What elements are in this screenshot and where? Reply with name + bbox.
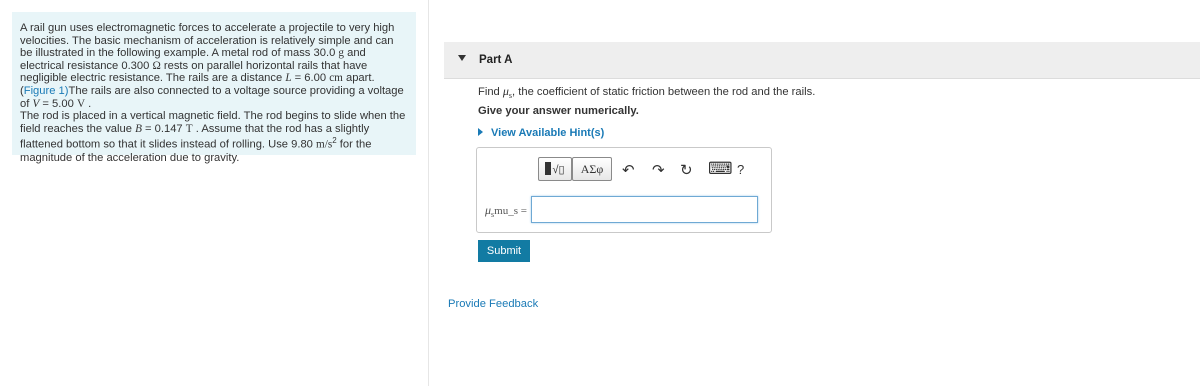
figure-link[interactable]: Figure 1)	[23, 84, 69, 97]
redo-icon[interactable]: ↷	[652, 162, 665, 179]
problem-statement-panel	[12, 12, 416, 164]
column-divider	[428, 0, 429, 386]
answer-label: $\mu_smu\_s$ =	[485, 203, 527, 220]
part-title: Part A	[479, 54, 513, 66]
problem-paragraph-2: The rod is placed in a vertical magnetic field. The rod begins to slide when the field reaches the value B = 0.147 T . Assume that the rod has a slightly flattened bottom so that it slides instead of rolling. Use 9.80 $m/s^2$ for the magnitude of the acceleration due to gravity.	[20, 110, 406, 164]
provide-feedback-link[interactable]: Provide Feedback	[448, 298, 539, 310]
caret-down-icon[interactable]	[458, 55, 466, 61]
answer-input[interactable]	[531, 196, 758, 223]
reset-icon[interactable]: ↻	[680, 162, 693, 179]
undo-icon[interactable]: ↶	[622, 162, 635, 179]
greek-symbols-button[interactable]: ΑΣφ	[572, 157, 612, 181]
view-hints-link[interactable]: View Available Hint(s)	[478, 127, 604, 139]
problem-paragraph-1: A rail gun uses electromagnetic forces to accelerate a projectile to very high velocities. The basic mechanism of acceleration is relatively simple and can be illustrated in the following example. A metal rod of mass 30.0 g and electrical resistance 0.300 Ω rests on parallel horizontal rails that have negligible electric resistance. The rails are a distance L = 6.00 cm apart. (Figure 1)The rails are also connected to a voltage source providing a voltage of V = 5.00 V .	[20, 22, 404, 110]
template-block-icon	[545, 162, 551, 175]
caret-right-icon	[478, 128, 483, 136]
question-text: Find $\mu_s$, the coefficient of static friction between the rod and the rails.	[478, 84, 816, 101]
part-a-header[interactable]	[444, 42, 1200, 79]
help-icon[interactable]: ?	[737, 162, 745, 177]
keyboard-icon[interactable]: ⌨	[708, 159, 733, 178]
submit-button[interactable]: Submit	[478, 240, 530, 262]
template-button[interactable]: √▯	[538, 157, 572, 181]
answer-instruction: Give your answer numerically.	[478, 105, 639, 117]
